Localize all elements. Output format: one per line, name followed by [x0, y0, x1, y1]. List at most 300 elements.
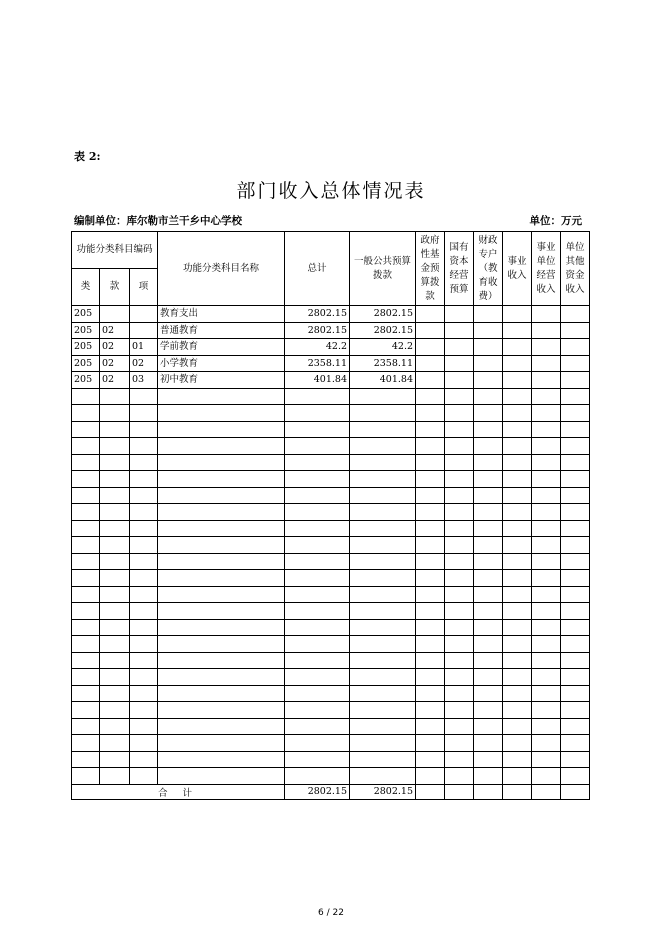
- cell: [561, 652, 590, 669]
- cell: [350, 454, 416, 471]
- cell: [561, 471, 590, 488]
- cell: [416, 520, 445, 537]
- cell: [503, 438, 532, 455]
- cell: [532, 636, 561, 653]
- cell: [503, 553, 532, 570]
- header-kuan: 款: [100, 269, 130, 306]
- cell: [72, 421, 100, 438]
- cell: [285, 388, 350, 405]
- cell: [503, 735, 532, 752]
- cell: [100, 421, 130, 438]
- cell: [532, 570, 561, 587]
- cell: [561, 669, 590, 686]
- empty-row: [72, 487, 590, 504]
- cell: [532, 603, 561, 620]
- cell: [561, 784, 590, 799]
- cell: [474, 438, 503, 455]
- cell: [285, 421, 350, 438]
- cell: [416, 388, 445, 405]
- cell: [474, 306, 503, 323]
- cell: [350, 718, 416, 735]
- cell: [72, 537, 100, 554]
- cell: [416, 685, 445, 702]
- cell: [445, 652, 474, 669]
- cell-general: 401.84: [350, 372, 416, 389]
- cell: [503, 471, 532, 488]
- cell: [474, 586, 503, 603]
- cell: [532, 537, 561, 554]
- currency-unit: 单位：万元: [529, 215, 582, 227]
- empty-row: [72, 702, 590, 719]
- cell: [158, 718, 285, 735]
- cell: [158, 537, 285, 554]
- cell: [503, 570, 532, 587]
- page-title: 部门收入总体情况表: [236, 180, 426, 202]
- cell: [130, 537, 158, 554]
- empty-row: [72, 636, 590, 653]
- cell: [445, 702, 474, 719]
- cell: [503, 339, 532, 356]
- cell: [130, 652, 158, 669]
- cell: [100, 669, 130, 686]
- cell: [416, 669, 445, 686]
- cell: [445, 636, 474, 653]
- cell-name: 初中教育: [158, 372, 285, 389]
- empty-row: [72, 405, 590, 422]
- cell: [72, 718, 100, 735]
- header-row: [72, 232, 590, 269]
- cell: [445, 372, 474, 389]
- cell: [532, 504, 561, 521]
- cell: [503, 504, 532, 521]
- cell: [350, 702, 416, 719]
- cell: [474, 454, 503, 471]
- cell: [285, 636, 350, 653]
- cell: [130, 421, 158, 438]
- cell: [474, 487, 503, 504]
- cell: [503, 520, 532, 537]
- header-unit-operating: 事业单位经营收入: [532, 232, 561, 306]
- cell: [532, 487, 561, 504]
- cell: [158, 603, 285, 620]
- empty-row: [72, 454, 590, 471]
- cell: [158, 702, 285, 719]
- empty-row: [72, 768, 590, 785]
- cell: [158, 553, 285, 570]
- cell: [503, 784, 532, 799]
- cell: [474, 751, 503, 768]
- cell: [416, 768, 445, 785]
- cell: [350, 388, 416, 405]
- cell: [158, 751, 285, 768]
- cell: [72, 652, 100, 669]
- cell: [130, 504, 158, 521]
- cell: [416, 372, 445, 389]
- cell: [503, 306, 532, 323]
- cell: [130, 669, 158, 686]
- cell: [100, 619, 130, 636]
- cell-kuan: 02: [100, 355, 130, 372]
- cell: [130, 553, 158, 570]
- cell: [503, 355, 532, 372]
- cell: [72, 388, 100, 405]
- cell: [445, 586, 474, 603]
- cell: [561, 537, 590, 554]
- cell: [72, 751, 100, 768]
- cell: [285, 471, 350, 488]
- cell: [474, 471, 503, 488]
- cell: [130, 454, 158, 471]
- cell: [72, 603, 100, 620]
- table-row: [72, 322, 590, 339]
- compiling-unit: 编制单位：库尔勒市兰干乡中心学校: [74, 215, 242, 227]
- cell: [130, 520, 158, 537]
- cell: [72, 504, 100, 521]
- cell: [445, 768, 474, 785]
- totals-label: 合 计: [72, 784, 285, 799]
- cell: [503, 718, 532, 735]
- cell: [100, 702, 130, 719]
- cell: [474, 504, 503, 521]
- cell: [503, 322, 532, 339]
- cell: [130, 438, 158, 455]
- cell: [416, 784, 445, 799]
- cell: [474, 405, 503, 422]
- cell: [532, 702, 561, 719]
- cell: [561, 768, 590, 785]
- cell: [503, 454, 532, 471]
- cell: [445, 355, 474, 372]
- cell: [130, 751, 158, 768]
- cell: [350, 751, 416, 768]
- cell: [503, 751, 532, 768]
- cell: [561, 421, 590, 438]
- cell: [445, 471, 474, 488]
- cell-lei: 205: [72, 306, 100, 323]
- cell: [100, 520, 130, 537]
- cell: [561, 636, 590, 653]
- cell: [100, 718, 130, 735]
- cell: [350, 570, 416, 587]
- cell: [561, 487, 590, 504]
- cell: [474, 421, 503, 438]
- cell: [445, 339, 474, 356]
- cell: [532, 553, 561, 570]
- cell: [350, 487, 416, 504]
- cell: [532, 421, 561, 438]
- cell: [532, 751, 561, 768]
- cell: [474, 636, 503, 653]
- header-total: 总计: [285, 232, 350, 306]
- cell: [158, 504, 285, 521]
- cell: [285, 570, 350, 587]
- cell-total: 401.84: [285, 372, 350, 389]
- cell: [416, 652, 445, 669]
- cell: [561, 685, 590, 702]
- cell: [72, 669, 100, 686]
- empty-row: [72, 603, 590, 620]
- cell: [445, 388, 474, 405]
- cell-kuan: 02: [100, 322, 130, 339]
- cell: [100, 570, 130, 587]
- cell: [285, 685, 350, 702]
- cell: [72, 768, 100, 785]
- cell: [445, 454, 474, 471]
- cell: [158, 685, 285, 702]
- cell: [350, 685, 416, 702]
- cell: [561, 702, 590, 719]
- cell: [445, 685, 474, 702]
- cell: [158, 636, 285, 653]
- header-gov-fund: 政府性基金预算拨款: [416, 232, 445, 306]
- cell: [503, 702, 532, 719]
- cell-total: 42.2: [285, 339, 350, 356]
- cell: [532, 438, 561, 455]
- cell: [100, 553, 130, 570]
- cell: [416, 619, 445, 636]
- cell: [445, 405, 474, 422]
- cell: [130, 570, 158, 587]
- cell: [72, 487, 100, 504]
- cell: [474, 520, 503, 537]
- cell: [158, 652, 285, 669]
- cell: [474, 570, 503, 587]
- cell-kuan: 02: [100, 372, 130, 389]
- cell: [474, 619, 503, 636]
- table-row: [72, 339, 590, 356]
- cell: [532, 685, 561, 702]
- cell: [100, 586, 130, 603]
- cell: [416, 537, 445, 554]
- cell-name: 普通教育: [158, 322, 285, 339]
- cell: [100, 487, 130, 504]
- empty-row: [72, 619, 590, 636]
- cell: [416, 487, 445, 504]
- totals-total: 2802.15: [285, 784, 350, 799]
- cell: [474, 322, 503, 339]
- cell: [285, 537, 350, 554]
- cell: [532, 669, 561, 686]
- unit-row: [74, 213, 582, 228]
- cell: [158, 570, 285, 587]
- cell: [350, 405, 416, 422]
- cell-name: 学前教育: [158, 339, 285, 356]
- cell: [416, 454, 445, 471]
- cell: [350, 652, 416, 669]
- cell: [503, 487, 532, 504]
- cell: [561, 322, 590, 339]
- cell: [561, 520, 590, 537]
- empty-row: [72, 438, 590, 455]
- cell: [561, 619, 590, 636]
- cell: [100, 735, 130, 752]
- cell: [445, 570, 474, 587]
- cell: [503, 421, 532, 438]
- empty-row: [72, 471, 590, 488]
- cell: [561, 751, 590, 768]
- empty-row: [72, 586, 590, 603]
- cell: [350, 619, 416, 636]
- header-special-account: 财政专户（教育收费）: [474, 232, 503, 306]
- cell: [72, 586, 100, 603]
- cell: [532, 339, 561, 356]
- cell: [561, 438, 590, 455]
- cell: [445, 751, 474, 768]
- cell: [100, 636, 130, 653]
- cell: [285, 487, 350, 504]
- cell: [130, 702, 158, 719]
- table-row: [72, 355, 590, 372]
- cell-xiang: [130, 306, 158, 323]
- cell: [561, 735, 590, 752]
- cell-general: 2802.15: [350, 322, 416, 339]
- cell: [416, 570, 445, 587]
- cell: [285, 405, 350, 422]
- cell: [503, 372, 532, 389]
- cell: [158, 421, 285, 438]
- header-general-budget: 一般公共预算拨款: [350, 232, 416, 306]
- cell-general: 42.2: [350, 339, 416, 356]
- cell: [532, 768, 561, 785]
- cell: [130, 603, 158, 620]
- cell: [130, 471, 158, 488]
- cell: [350, 586, 416, 603]
- cell: [158, 768, 285, 785]
- cell: [532, 405, 561, 422]
- cell-kuan: [100, 306, 130, 323]
- header-lei: 类: [72, 269, 100, 306]
- cell: [561, 718, 590, 735]
- header-other-income: 单位其他资金收入: [561, 232, 590, 306]
- cell: [416, 586, 445, 603]
- header-business-income: 事业收入: [503, 232, 532, 306]
- empty-row: [72, 520, 590, 537]
- cell: [100, 537, 130, 554]
- cell: [474, 718, 503, 735]
- cell: [445, 438, 474, 455]
- cell: [158, 735, 285, 752]
- cell: [350, 438, 416, 455]
- cell: [416, 322, 445, 339]
- cell: [72, 619, 100, 636]
- empty-row: [72, 553, 590, 570]
- cell: [158, 471, 285, 488]
- cell: [285, 669, 350, 686]
- cell-xiang: [130, 322, 158, 339]
- cell: [474, 685, 503, 702]
- cell-lei: 205: [72, 339, 100, 356]
- cell: [474, 702, 503, 719]
- cell-general: 2802.15: [350, 306, 416, 323]
- cell: [561, 504, 590, 521]
- header-code-group: 功能分类科目编码: [72, 232, 158, 269]
- cell: [72, 454, 100, 471]
- cell: [445, 487, 474, 504]
- cell: [474, 735, 503, 752]
- cell: [72, 735, 100, 752]
- table-row: [72, 306, 590, 323]
- empty-row: [72, 751, 590, 768]
- cell: [445, 553, 474, 570]
- cell-xiang: 03: [130, 372, 158, 389]
- empty-row: [72, 537, 590, 554]
- cell: [503, 652, 532, 669]
- cell: [445, 718, 474, 735]
- cell-lei: 205: [72, 372, 100, 389]
- cell: [350, 471, 416, 488]
- cell: [474, 768, 503, 785]
- cell: [350, 603, 416, 620]
- cell: [561, 586, 590, 603]
- cell: [158, 586, 285, 603]
- cell: [445, 603, 474, 620]
- cell: [416, 306, 445, 323]
- cell: [100, 405, 130, 422]
- cell: [100, 438, 130, 455]
- cell: [445, 784, 474, 799]
- cell: [474, 537, 503, 554]
- cell: [532, 306, 561, 323]
- cell: [416, 751, 445, 768]
- cell: [350, 520, 416, 537]
- cell-total: 2802.15: [285, 322, 350, 339]
- cell: [474, 652, 503, 669]
- cell: [72, 438, 100, 455]
- cell: [100, 504, 130, 521]
- cell: [100, 768, 130, 785]
- cell: [503, 537, 532, 554]
- cell: [350, 553, 416, 570]
- cell: [416, 702, 445, 719]
- cell: [445, 735, 474, 752]
- cell: [532, 355, 561, 372]
- cell: [532, 619, 561, 636]
- empty-row: [72, 669, 590, 686]
- cell: [72, 636, 100, 653]
- cell: [561, 339, 590, 356]
- cell: [130, 718, 158, 735]
- cell: [350, 537, 416, 554]
- header-name: 功能分类科目名称: [158, 232, 285, 306]
- cell: [285, 603, 350, 620]
- cell: [416, 735, 445, 752]
- cell: [474, 339, 503, 356]
- cell: [561, 405, 590, 422]
- cell: [561, 454, 590, 471]
- cell: [474, 388, 503, 405]
- cell: [532, 520, 561, 537]
- table-body: [72, 306, 590, 785]
- cell-kuan: 02: [100, 339, 130, 356]
- cell: [100, 471, 130, 488]
- cell: [416, 636, 445, 653]
- cell: [158, 669, 285, 686]
- cell: [72, 471, 100, 488]
- cell: [503, 685, 532, 702]
- cell: [416, 553, 445, 570]
- cell: [503, 586, 532, 603]
- cell-xiang: 02: [130, 355, 158, 372]
- cell: [474, 603, 503, 620]
- cell: [416, 471, 445, 488]
- cell: [100, 603, 130, 620]
- cell: [350, 735, 416, 752]
- cell: [416, 405, 445, 422]
- cell: [130, 586, 158, 603]
- cell: [100, 685, 130, 702]
- cell: [474, 372, 503, 389]
- cell: [285, 751, 350, 768]
